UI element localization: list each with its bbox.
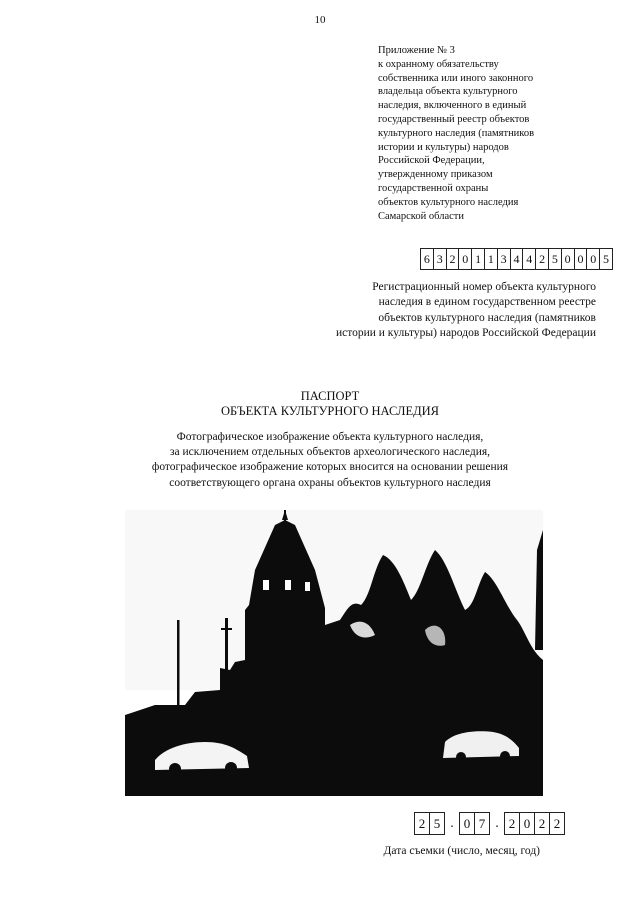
registration-caption-line: объектов культурного наследия (памятников (378, 311, 596, 324)
appendix-line: к охранному обязательству (378, 58, 499, 70)
date-caption: Дата съемки (число, месяц, год) (383, 845, 540, 857)
appendix-line: государственной охраны (378, 182, 489, 194)
date-year-boxes (504, 812, 565, 835)
reg-digit: 2 (536, 249, 549, 269)
passport-heading (0, 389, 640, 419)
photo-caption-line: за исключением отдельных объектов археологического наследия, (169, 446, 491, 459)
reg-digit: 4 (523, 249, 536, 269)
reg-digit: 2 (447, 249, 460, 269)
date-digit: 0 (460, 813, 475, 834)
registration-caption-line: Регистрационный номер объекта культурного (372, 281, 596, 293)
appendix-line: Самарской области (378, 210, 464, 222)
appendix-line: истории и культуры) народов (378, 141, 509, 153)
reg-digit: 5 (549, 249, 562, 269)
passport-title: ПАСПОРТ (300, 389, 360, 403)
reg-digit: 3 (498, 249, 511, 269)
photo-caption-line: Фотографическое изображение объекта культурного наследия, (176, 431, 484, 443)
date-digit: 7 (478, 815, 486, 831)
page-number: 10 (314, 14, 326, 26)
reg-digit: 0 (459, 249, 472, 269)
registration-number-boxes (420, 248, 613, 270)
reg-digit: 5 (603, 251, 610, 266)
date-separator: . (450, 816, 454, 831)
reg-digit: 3 (434, 249, 447, 269)
appendix-line: утвержденному приказом (378, 169, 493, 181)
registration-caption-line: наследия в едином государственном реестре (378, 296, 596, 309)
reg-digit: 4 (511, 249, 524, 269)
date-digit: 0 (520, 813, 535, 834)
date-digit: 2 (535, 813, 550, 834)
registration-caption (280, 280, 596, 341)
date-digit: 2 (415, 813, 430, 834)
photo-caption (0, 430, 640, 491)
registration-caption-line: истории и культуры) народов Российской Федерации (335, 326, 596, 339)
appendix-block (378, 44, 628, 223)
appendix-line: Приложение № 3 (378, 45, 455, 56)
date-digit: 2 (505, 813, 520, 834)
photo-caption-line: соответствующего органа охраны объектов культурного наследия (169, 476, 491, 489)
appendix-line: культурного наследия (памятников (378, 127, 535, 139)
reg-digit: 0 (587, 249, 600, 269)
date-separator: . (495, 816, 499, 831)
appendix-line: объектов культурного наследия (378, 196, 519, 208)
passport-subtitle: ОБЪЕКТА КУЛЬТУРНОГО НАСЛЕДИЯ (221, 404, 439, 418)
date-day-boxes (414, 812, 445, 835)
date-boxes (414, 812, 565, 835)
reg-digit: 0 (562, 249, 575, 269)
appendix-line: собственника или иного законного (378, 72, 534, 84)
appendix-line: владельца объекта культурного (378, 86, 518, 98)
reg-digit: 1 (472, 249, 485, 269)
reg-digit: 0 (575, 249, 588, 269)
appendix-line: наследия, включенного в единый (378, 100, 527, 112)
date-digit: 5 (433, 815, 441, 831)
date-digit: 2 (553, 815, 561, 831)
reg-digit: 6 (421, 249, 434, 269)
date-month-boxes (459, 812, 490, 835)
appendix-line: Российской Федерации, (378, 155, 485, 167)
photo-caption-line: фотографическое изображение которых вносится на основании решения (151, 461, 509, 474)
heritage-site-photo (125, 510, 543, 796)
reg-digit: 1 (485, 249, 498, 269)
appendix-line: государственный реестр объектов (378, 113, 530, 125)
